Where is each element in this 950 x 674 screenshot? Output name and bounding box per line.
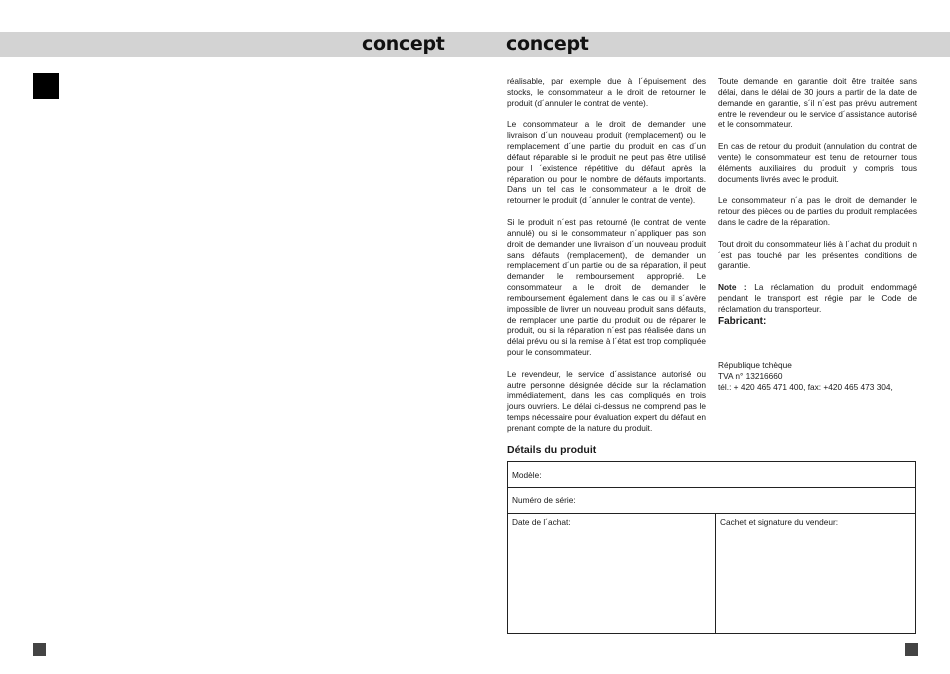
- paragraph-return-right: réalisable, par exemple due à l´épuisement des stocks, le consommateur a le droit de retourner le produit (d´annuler le contrat de vente).: [507, 76, 706, 108]
- paragraph-rights: Tout droit du consommateur liés à l´achat du produit n´est pas touché par les présentes conditions de garantie.: [718, 238, 917, 271]
- cell-divider: [715, 513, 716, 633]
- serial-label: Numéro de série:: [512, 495, 576, 505]
- left-text-column: [507, 76, 706, 434]
- paragraph-replacement: Le consommateur a le droit de demander une livraison d´un nouveau produit (remplacement) ou le remplacement d´une partie du produit en cas d´un défaut réparable si le produit ne peut pas être utilisé pour l ´existence répétitive du défaut après la réparation ou pour le nombre de défauts importants. Dans un tel cas le consommateur a le droit de retourner le produit (d ´annuler le contrat de vente).: [507, 119, 706, 206]
- paragraph-decision: Le revendeur, le service d´assistance autorisé ou autre personne désignée décide sur la réclamation immédiatement, dans les cas compliqués en trois jours ouvriers. Le délai ci-dessus ne comprend pas le temps nécessaire pour évaluation expert du défaut en prenant compte de la nature du produit.: [507, 368, 706, 433]
- corner-square-left: [33, 643, 46, 656]
- address-country: République tchèque: [718, 360, 792, 371]
- product-details-form: [507, 461, 916, 634]
- header-bar: [0, 32, 950, 57]
- paragraph-parts: Le consommateur n´a pas le droit de demander le retour des pièces ou de parties du produit remplacées dans le cadre de la réparation.: [718, 195, 917, 227]
- language-marker-square: [33, 73, 59, 99]
- corner-square-right: [905, 643, 918, 656]
- logo-concept-right: concept: [506, 33, 589, 55]
- address-vat: TVA n° 13216660: [718, 371, 783, 382]
- note-label: Note :: [718, 282, 747, 293]
- address-phone-fax: tél.: + 420 465 471 400, fax: +420 465 473 304,: [718, 382, 893, 393]
- model-row: [508, 462, 915, 488]
- right-text-column: [718, 76, 917, 393]
- note-text: La réclamation du produit endommagé pendant le transport est régie par le Code de réclamation du transporteur.: [718, 282, 917, 314]
- paragraph-deadline: Toute demande en garantie doit être traitée sans délai, dans le délai de 30 jours a partir de la date de demande en garantie, s´il n´est pas prévu autrement entre le revendeur ou le service d´assistance autorisé et le consommateur.: [718, 76, 917, 130]
- manufacturer-address: [718, 360, 917, 393]
- model-label: Modèle:: [512, 470, 542, 480]
- logo-concept-left: concept: [362, 33, 445, 55]
- purchase-stamp-row: [508, 513, 915, 633]
- purchase-date-label: Date de l´achat:: [512, 517, 571, 527]
- paragraph-refund: Si le produit n´est pas retourné (le contrat de vente annulé) ou si le consommateur n´appliquer pas son droit de demander une livraison d´un nouveau produit sans défauts (remplacement), de demander un remplacement d´un partie ou de sa réparation, il peut demander le remboursement approprié. Le consommateur a le droit de demander le remboursement également dans le cas ou il s´avère impossible de livrer un nouveau produit sans défauts, de remplacer une partie du produit ou de réparer le produit, ou si la réparation n´est pas réalisée dans un délai prévu ou si la remise à l´état est trop compliquée pour le consommateur.: [507, 216, 706, 358]
- seller-stamp-label: Cachet et signature du vendeur:: [720, 517, 839, 527]
- serial-row: [508, 487, 915, 514]
- paragraph-accessories: En cas de retour du produit (annulation du contrat de vente) le consommateur est tenu de retourner tous éléments auxiliaires du produit y compris tous documents livrés avec le produit.: [718, 141, 917, 184]
- paragraph-note: [718, 282, 917, 315]
- product-details-title: Détails du produit: [507, 444, 597, 456]
- fabricant-heading: Fabricant:: [718, 315, 767, 327]
